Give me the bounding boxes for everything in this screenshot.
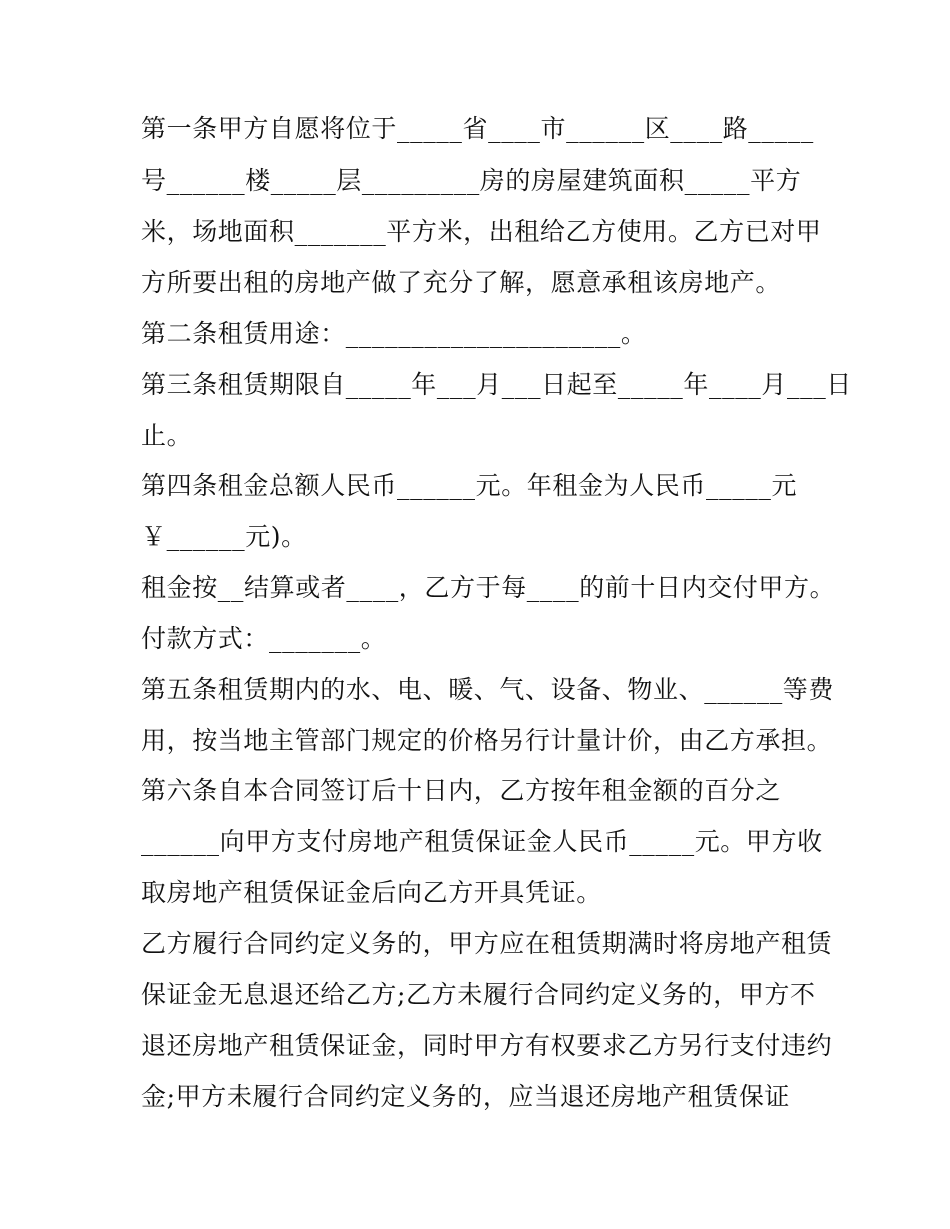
- text-line: 止。: [141, 421, 193, 450]
- text-line: 第五条租赁期内的水、电、暖、气、设备、物业、______等费: [141, 675, 835, 704]
- text-line: 用，按当地主管部门规定的价格另行计量计价，由乙方承担。: [141, 726, 833, 755]
- text-line: 租金按__结算或者____，乙方于每____的前十日内交付甲方。: [141, 573, 836, 602]
- text-line: 米，场地面积_______平方米，出租给乙方使用。乙方已对甲: [141, 217, 822, 246]
- text-line: 取房地产租赁保证金后向乙方开具凭证。: [141, 878, 602, 907]
- text-line: 保证金无息退还给乙方;乙方未履行合同约定义务的，甲方不: [141, 980, 816, 1009]
- text-line: 第二条租赁用途：_____________________。: [141, 319, 647, 348]
- text-line: ______向甲方支付房地产租赁保证金人民币_____元。甲方收: [141, 827, 823, 856]
- text-line: 方所要出租的房地产做了充分了解，愿意承租该房地产。: [141, 268, 782, 297]
- text-line: 第一条甲方自愿将位于_____省____市______区____路_____: [141, 114, 814, 143]
- text-line: ￥______元)。: [141, 522, 307, 551]
- text-line: 第六条自本合同签订后十日内，乙方按年租金额的百分之: [141, 776, 782, 805]
- text-line: 退还房地产租赁保证金，同时甲方有权要求乙方另行支付违约: [141, 1031, 833, 1060]
- text-line: 第三条租赁期限自_____年___月___日起至_____年____月___日: [141, 370, 852, 399]
- text-line: 金;甲方未履行合同约定义务的，应当退还房地产租赁保证: [141, 1082, 791, 1111]
- text-line: 乙方履行合同约定义务的，甲方应在租赁期满时将房地产租赁: [141, 929, 833, 958]
- text-line: 第四条租金总额人民币______元。年租金为人民币_____元: [141, 471, 798, 500]
- text-line: 付款方式：_______。: [141, 624, 387, 653]
- text-line: 号______楼_____层_________房的房屋建筑面积_____平方: [141, 166, 802, 195]
